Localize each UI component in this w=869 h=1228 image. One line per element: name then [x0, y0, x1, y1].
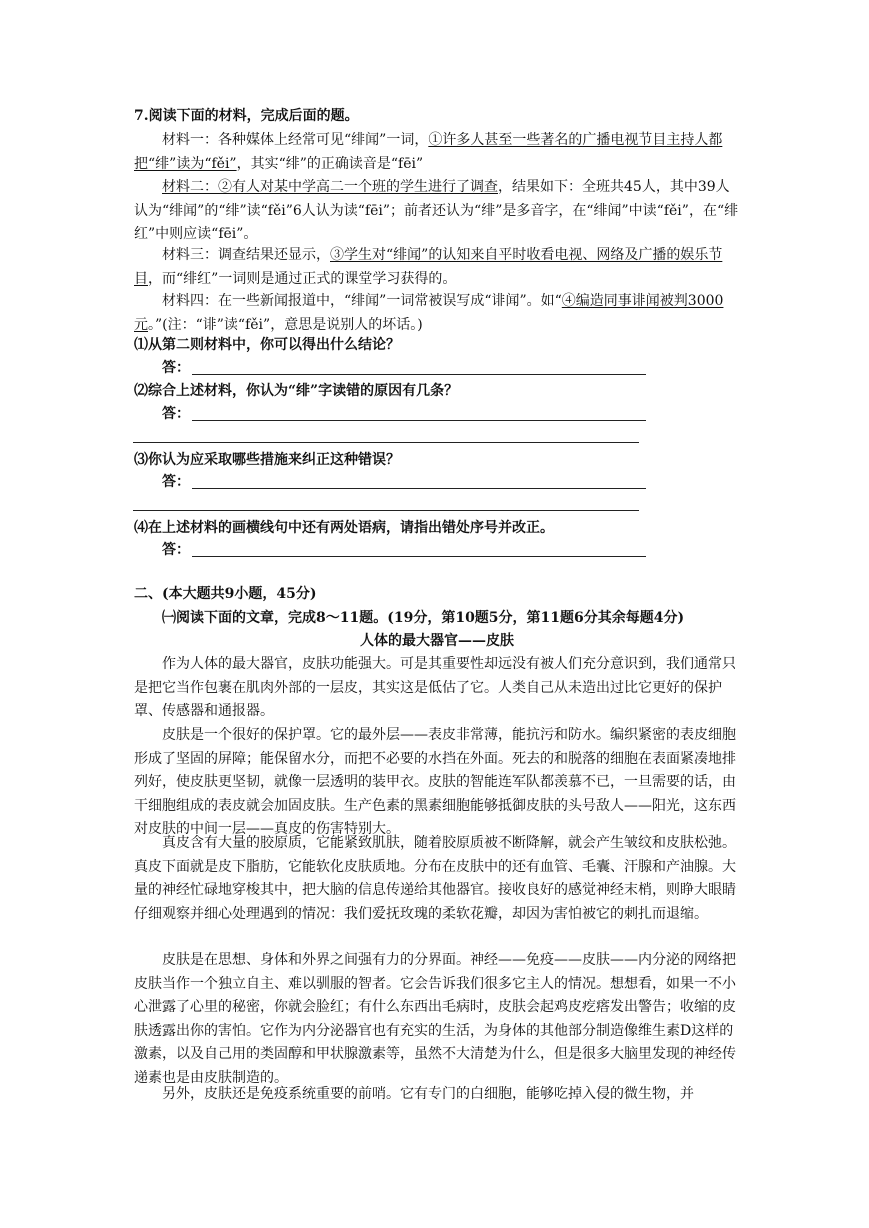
- answer-label-1: 答：: [162, 360, 190, 376]
- material-1: [134, 129, 740, 176]
- article-paragraph-4: 皮肤是在思想、身体和外界之间强有力的分界面。神经——免疫——皮肤——内分泌的网络把皮肤当作一个独立自主、难以驯服的智者。它会告诉我们很多它主人的情况。想想看，如果一不小心泄露了心里的秘密，你就会脸红；有什么东西出毛病时，皮肤会起鸡皮疙瘩发出警告；收缩的皮肤透露出你的害怕。它作为内分泌器官也有充实的生活，为身体的其他部分制造像维生素D这样的激素，以及自己用的类固醇和甲状腺激素等，虽然不大清楚为什么，但是很多大脑里发现的神经传递素也是由皮肤制造的。: [134, 952, 736, 1086]
- material-3-text-a: 材料三：调查结果还显示，: [162, 247, 330, 263]
- material-4-text-b: 。”(注：“诽”读“fěi”，意思是说别人的坏话。): [148, 316, 423, 333]
- article-paragraph-1: 作为人体的最大器官，皮肤功能强大。可是其重要性却远没有被人们充分意识到，我们通常只是把它当作包裹在肌肉外部的一层皮，其实这是低估了它。人类自己从未造出过比它更好的保护罩、传感器和通报器。: [134, 656, 736, 719]
- material-4: [134, 290, 740, 337]
- answer-line-3b[interactable]: [133, 510, 639, 511]
- material-2: [134, 176, 740, 247]
- material-1-text-a: 材料一：各种媒体上经常可见“绯闻”一词，: [162, 132, 429, 148]
- material-1-underlined: ①许多人甚至一些著名的广播电视节目主持人都把“绯”读为“fěi”: [134, 132, 723, 172]
- sub-question-4: ⑷在上述材料的画横线句中还有两处语病，请指出错处序号并改正。: [134, 520, 554, 536]
- sub-question-1: ⑴从第二则材料中，你可以得出什么结论？: [134, 337, 400, 353]
- article-title: 人体的最大器官——皮肤: [360, 633, 514, 649]
- material-3-underlined: ③学生对“绯闻”的认知来自平时收看电视、网络及广播的娱乐节目: [134, 247, 723, 287]
- answer-line-3a[interactable]: [192, 488, 646, 489]
- answer-label-3: 答：: [162, 474, 190, 490]
- sub-question-3: ⑶你认为应采取哪些措施来纠正这种错误？: [134, 452, 400, 468]
- answer-label-4: 答：: [162, 542, 190, 558]
- answer-line-1[interactable]: [192, 374, 646, 375]
- answer-line-2a[interactable]: [192, 420, 646, 421]
- material-2-underlined: 材料二：②有人对某中学高二一个班的学生进行了调查: [162, 179, 498, 195]
- article-paragraph-2: 皮肤是一个很好的保护罩。它的最外层——表皮非常薄，能抗污和防水。编织紧密的表皮细胞形成了坚固的屏障；能保留水分，而把不必要的水挡在外面。死去的和脱落的细胞在表面紧凑地排列好，使皮肤更坚韧，就像一层透明的装甲衣。皮肤的智能连军队都羡慕不已，一旦需要的话，由干细胞组成的表皮就会加固皮肤。生产色素的黑素细胞能够抵御皮肤的头号敌人——阳光，这东西对皮肤的中间一层——真皮的伤害特别大。: [134, 727, 736, 837]
- material-4-text-a: 材料四：在一些新闻报道中，“绯闻”一词常被误写成“诽闻”。如“: [162, 293, 562, 309]
- material-1-text-b: ，其实“绯”的正确读音是“fēi”: [236, 155, 424, 172]
- material-4-underlined: ④编造同事诽闻被判3000元: [134, 293, 724, 333]
- material-2-text-b: ，结果如下：全班共45人，其中39人认为“绯闻”的“绯”读“fěi”6人认为读“fēi”；前者还认为“绯”是多音字，在“绯闻”中读“fěi”，在“绯红”中则应读“fēi”。: [134, 179, 739, 242]
- answer-line-2b[interactable]: [133, 442, 639, 443]
- part-2-instructions: ㈠阅读下面的文章，完成8～11题。(19分，第10题5分，第11题6分其余每题4分): [162, 610, 685, 626]
- material-3: [134, 244, 740, 291]
- material-3-text-b: ，而“绯红”一词则是通过正式的课堂学习获得的。: [148, 270, 457, 287]
- part-2-heading: 二、(本大题共9小题，45分): [134, 586, 317, 602]
- answer-label-2: 答：: [162, 406, 190, 422]
- answer-line-4[interactable]: [192, 556, 646, 557]
- q7-heading: 7.阅读下面的材料，完成后面的题。: [134, 108, 359, 124]
- article-paragraph-3: 真皮含有大量的胶原质，它能紧致肌肤，随着胶原质被不断降解，就会产生皱纹和皮肤松弛。真皮下面就是皮下脂肪，它能软化皮肤质地。分布在皮肤中的还有血管、毛囊、汗腺和产油腺。大量的神经忙碌地穿梭其中，把大脑的信息传递给其他器官。接收良好的感觉神经末梢，则睁大眼睛仔细观察并细心处理遇到的情况：我们爱抚玫瑰的柔软花瓣，却因为害怕被它的刺扎而退缩。: [134, 835, 736, 922]
- article-paragraph-5: 另外，皮肤还是免疫系统重要的前哨。它有专门的白细胞，能够吃掉入侵的微生物，并: [162, 1086, 694, 1102]
- sub-question-2: ⑵综合上述材料，你认为“绯”字读错的原因有几条？: [134, 383, 459, 399]
